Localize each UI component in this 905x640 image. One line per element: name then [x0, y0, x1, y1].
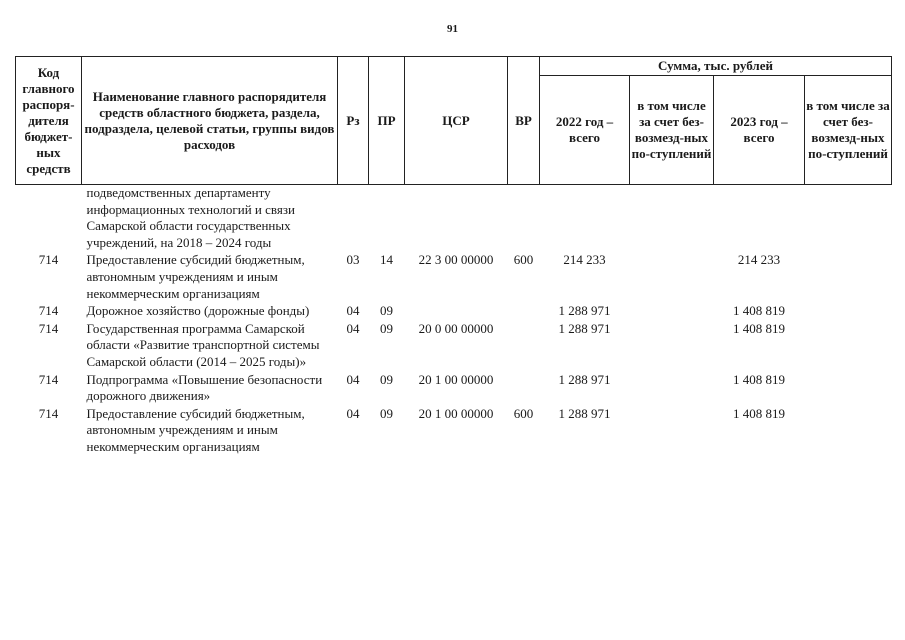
cell-kod: 714: [38, 371, 59, 387]
table-row: [16, 321, 892, 372]
cell-2023-total: 1 408 819: [733, 320, 785, 336]
cell-2023-total: 1 408 819: [733, 405, 785, 421]
cell-2023-bezvozmezd: [805, 185, 892, 253]
cell-2023-bezvozmezd: [805, 321, 892, 372]
table-row: [16, 185, 892, 253]
cell-rz: [338, 185, 369, 253]
cell-2022-bezvozmezd: [630, 185, 714, 253]
header-2023-total: 2023 год – всего: [714, 76, 805, 185]
cell-2023-total: 214 233: [737, 252, 781, 268]
cell-pr: 14: [380, 252, 393, 268]
cell-rz: 04: [346, 405, 360, 421]
cell-2023-bezvozmezd: [805, 303, 892, 321]
budget-table: [15, 56, 892, 457]
cell-2022-bezvozmezd: [630, 252, 714, 303]
cell-vr: [508, 185, 540, 253]
cell-pr: 09: [380, 371, 393, 387]
page-number: 91: [447, 23, 458, 35]
cell-kod: 714: [38, 405, 59, 421]
cell-pr: 09: [380, 303, 393, 319]
header-rz: Рз: [338, 57, 369, 185]
cell-csr: [405, 185, 508, 253]
header-name: Наименование главного распорядителя средств областного бюджета, раздела, подраздела, целевой статьи, группы видов расходов: [82, 57, 338, 185]
cell-name: Дорожное хозяйство (дорожные фонды): [86, 303, 310, 319]
cell-2023-total: 1 408 819: [733, 303, 785, 319]
cell-2023-total: 1 408 819: [733, 371, 785, 387]
header-sum: Сумма, тыс. рублей: [540, 57, 892, 76]
header-vr: ВР: [508, 57, 540, 185]
cell-name: Государственная программа Самарской области «Развитие транспортной системы Самарской области (2014 – 2025 годы)»: [86, 320, 320, 369]
table-row: [16, 406, 892, 457]
cell-name: Подпрограмма «Повышение безопасности дорожного движения»: [86, 371, 323, 404]
cell-2022-total: 1 288 971: [558, 405, 611, 421]
cell-2022-total: 214 233: [563, 252, 606, 268]
cell-2022-bezvozmezd: [630, 321, 714, 372]
cell-csr: 20 1 00 00000: [418, 371, 494, 387]
cell-2022-total: 1 288 971: [558, 303, 611, 319]
table-row: [16, 303, 892, 321]
cell-kod: 714: [38, 252, 59, 268]
header-2022-total: 2022 год – всего: [540, 76, 630, 185]
cell-rz: 04: [346, 371, 360, 387]
table-header: [16, 57, 892, 185]
table-body: [16, 185, 892, 457]
header-kod: Код главного распоря-дителя бюджет-ных средств: [16, 57, 82, 185]
cell-2022-total: [540, 185, 630, 253]
cell-2023-bezvozmezd: [805, 252, 892, 303]
cell-vr: 600: [513, 405, 534, 421]
cell-vr: [508, 321, 540, 372]
cell-name: Предоставление субсидий бюджетным, автономным учреждениям и иным некоммерческим организациям: [86, 405, 305, 454]
cell-rz: 03: [346, 252, 360, 268]
cell-kod: 714: [38, 320, 59, 336]
cell-csr: 20 0 00 00000: [418, 320, 494, 336]
cell-2022-bezvozmezd: [630, 406, 714, 457]
cell-2023-bezvozmezd: [805, 406, 892, 457]
cell-2023-total: [714, 185, 805, 253]
cell-2022-total: 1 288 971: [558, 371, 611, 387]
cell-kod: [16, 185, 82, 253]
header-2023-bezvozmezd: в том числе за счет без-возмезд-ных по-ступлений: [805, 76, 892, 185]
cell-2022-bezvozmezd: [630, 372, 714, 406]
cell-pr: 09: [380, 320, 393, 336]
cell-vr: 600: [513, 252, 534, 268]
cell-name: подведомственных департаменту информационных технологий и связи Самарской области государственных учреждений, на 2018 – 2024 годы: [86, 185, 295, 250]
table-row: [16, 372, 892, 406]
cell-csr: 22 3 00 00000: [418, 252, 494, 268]
header-pr: ПР: [369, 57, 405, 185]
cell-csr: [405, 303, 508, 321]
cell-csr: 20 1 00 00000: [418, 405, 494, 421]
cell-pr: 09: [380, 405, 393, 421]
cell-rz: 04: [346, 303, 360, 319]
cell-2023-bezvozmezd: [805, 372, 892, 406]
cell-vr: [508, 303, 540, 321]
cell-vr: [508, 372, 540, 406]
table-row: [16, 252, 892, 303]
cell-name: Предоставление субсидий бюджетным, автономным учреждениям и иным некоммерческим организациям: [86, 252, 305, 301]
header-2022-bezvozmezd: в том числе за счет без-возмезд-ных по-ступлений: [630, 76, 714, 185]
cell-rz: 04: [346, 320, 360, 336]
header-csr: ЦСР: [405, 57, 508, 185]
cell-kod: 714: [38, 303, 59, 319]
cell-pr: [369, 185, 405, 253]
cell-2022-bezvozmezd: [630, 303, 714, 321]
cell-2022-total: 1 288 971: [558, 320, 611, 336]
